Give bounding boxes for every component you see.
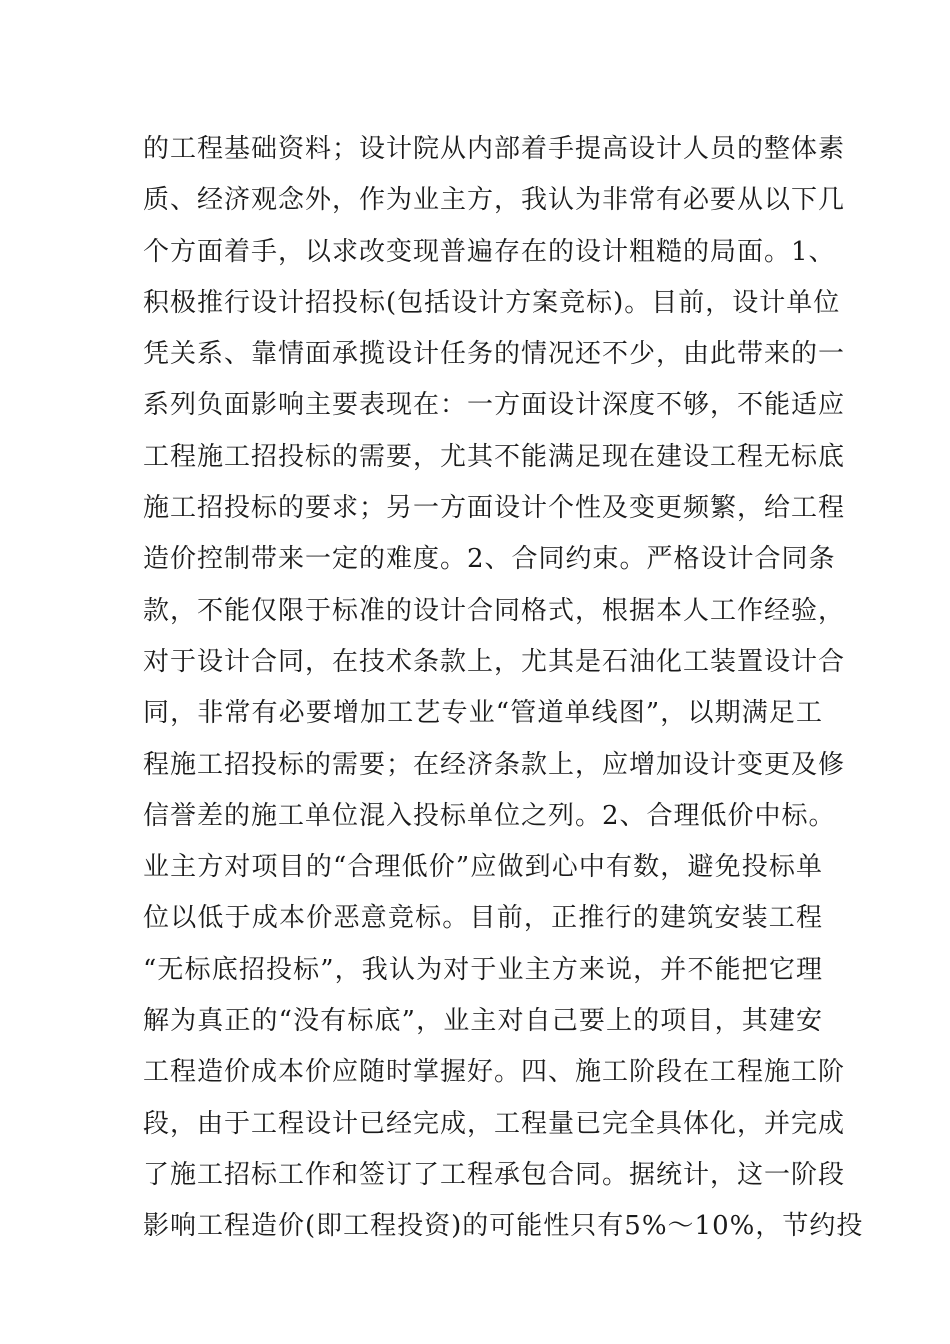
text-line: 凭关系、靠情面承揽设计任务的情况还不少，由此带来的一	[143, 339, 846, 370]
body-text	[143, 124, 864, 1253]
text-line: 工程施工招投标的需要，尤其不能满足现在建设工程无标底	[143, 441, 846, 472]
text-line: 的工程基础资料；设计院从内部着手提高设计人员的整体素	[143, 134, 846, 164]
text-line: 解为真正的“没有标底”，业主对自己要上的项目，其建安	[143, 1006, 823, 1037]
text-line: 位以低于成本价恶意竞标。目前，正推行的建筑安装工程	[143, 903, 823, 934]
text-line: 程施工招投标的需要；在经济条款上，应增加设计变更及修	[143, 749, 846, 780]
text-line: 同，非常有必要增加工艺专业“管道单线图”，以期满足工	[143, 698, 823, 729]
text-line: 积极推行设计招投标(包括设计方案竞标)。目前，设计单位	[143, 287, 841, 318]
text-line: 工程造价成本价应随时掌握好。四、施工阶段在工程施工阶	[143, 1057, 846, 1088]
text-line: 系列负面影响主要表现在：一方面设计深度不够，不能适应	[143, 390, 846, 421]
text-line: 质、经济观念外，作为业主方，我认为非常有必要从以下几	[143, 185, 846, 216]
text-line: “无标底招投标”，我认为对于业主方来说，并不能把它理	[143, 954, 823, 985]
text-line: 造价控制带来一定的难度。2、合同约束。严格设计合同条	[143, 544, 836, 575]
text-line: 业主方对项目的“合理低价”应做到心中有数，避免投标单	[143, 852, 823, 883]
text-line: 了施工招标工作和签订了工程承包合同。据统计，这一阶段	[143, 1159, 846, 1190]
text-line: 对于设计合同，在技术条款上，尤其是石油化工装置设计合	[143, 646, 846, 677]
text-line: 信誉差的施工单位混入投标单位之列。2、合理低价中标。	[143, 800, 836, 831]
text-line: 影响工程造价(即工程投资)的可能性只有5%～10%，节约投	[143, 1211, 864, 1242]
text-line: 段，由于工程设计已经完成，工程量已完全具体化，并完成	[143, 1108, 846, 1139]
text-line: 个方面着手，以求改变现普遍存在的设计粗糙的局面。1、	[143, 236, 836, 267]
text-line: 施工招投标的要求；另一方面设计个性及变更频繁，给工程	[143, 493, 846, 524]
text-line: 款，不能仅限于标准的设计合同格式，根据本人工作经验，	[143, 595, 846, 626]
